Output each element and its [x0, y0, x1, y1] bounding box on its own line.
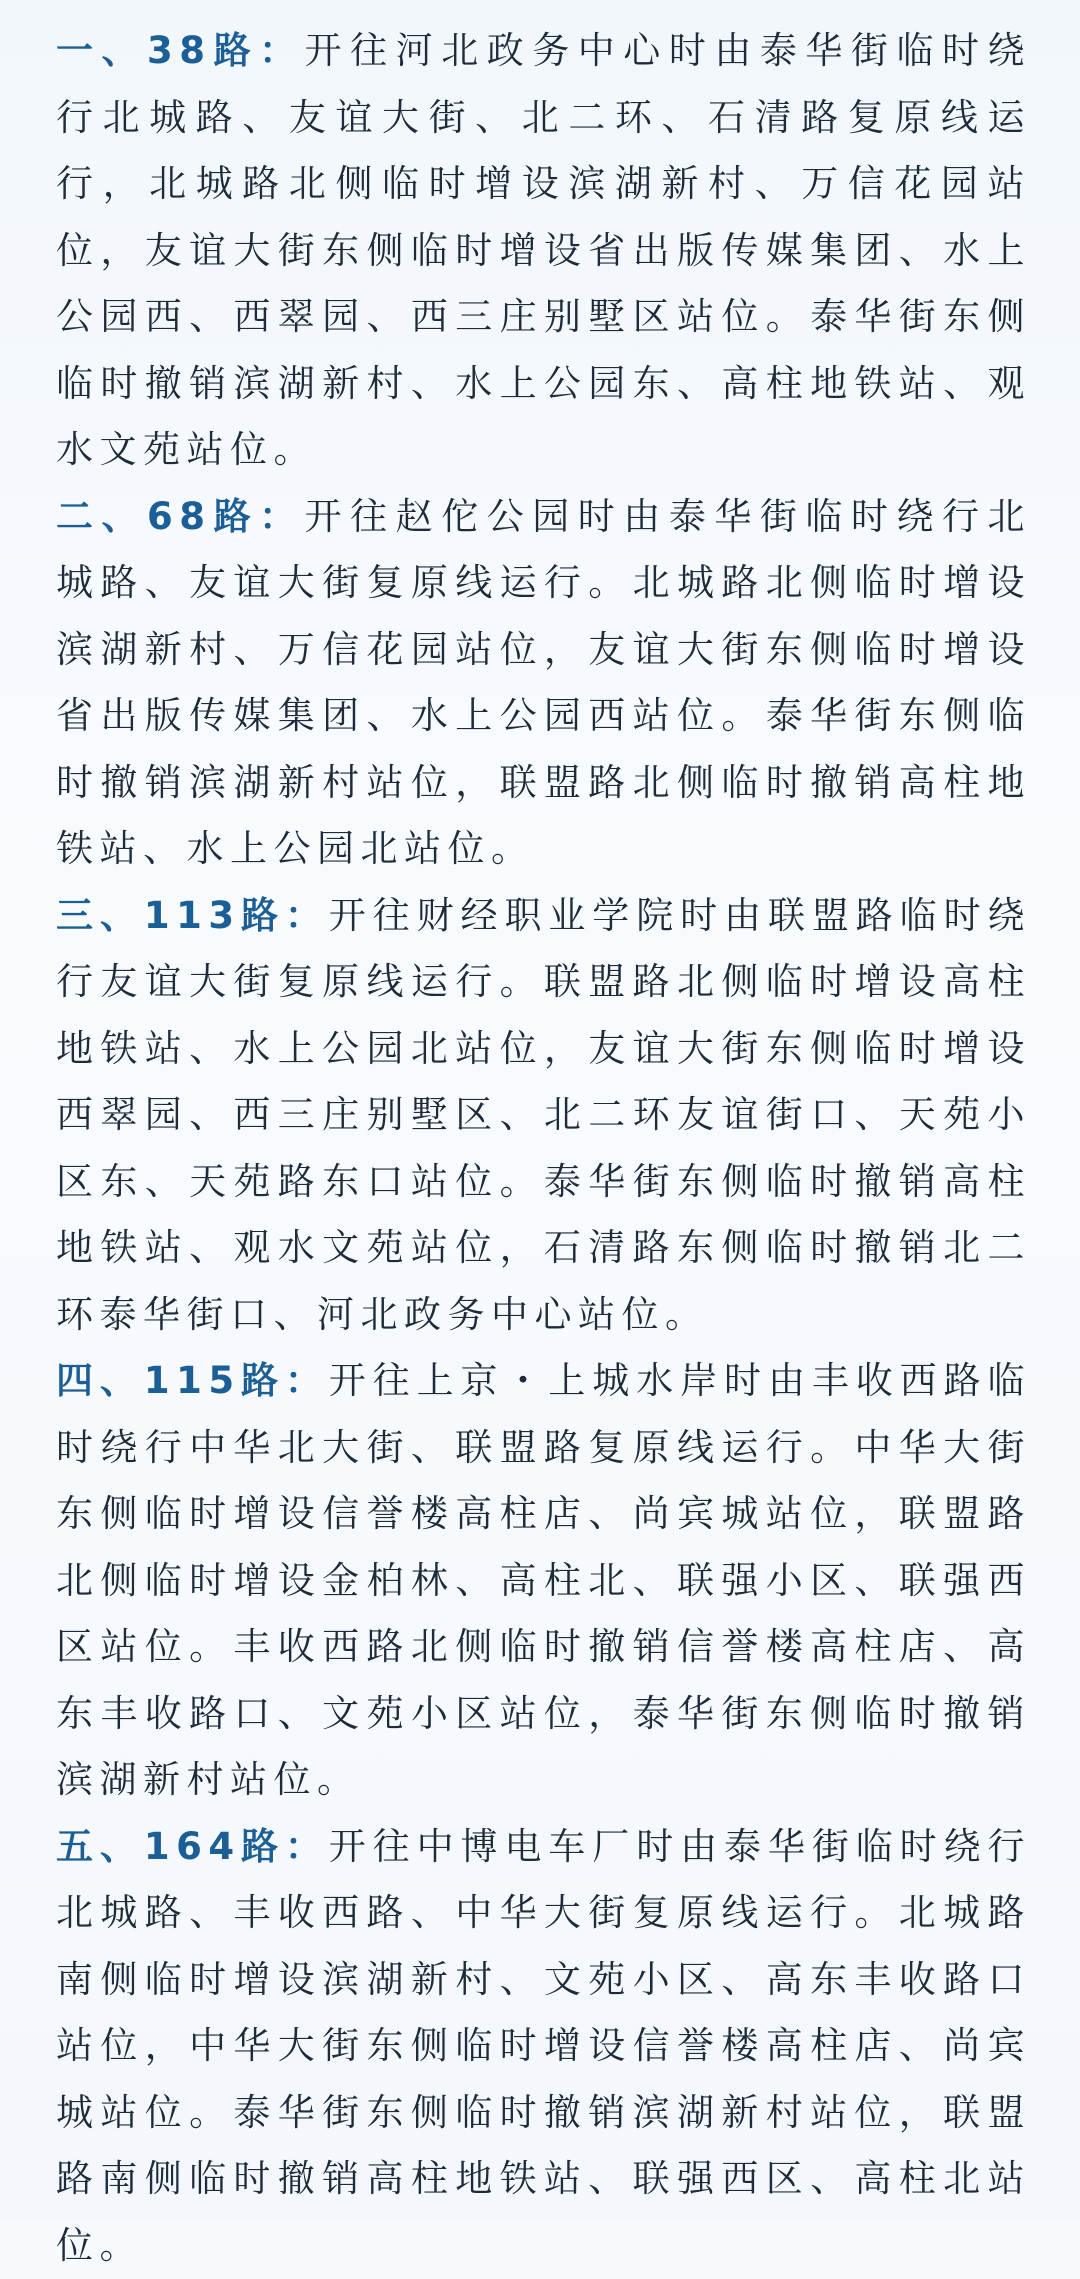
route-heading: 一、38路：: [56, 29, 305, 72]
route-description: 开往上京・上城水岸时由丰收西路临时绕行中华北大街、联盟路复原线运行。中华大街东侧临时增设信誉楼高柱店、尚宾城站位，联盟路北侧临时增设金柏林、高柱北、联强小区、联强西区站位。丰收西路北侧临时撤销信誉楼高柱店、高东丰收路口、文苑小区站位，泰华街东侧临时撤销滨湖新村站位。: [56, 1359, 1031, 1801]
route-description: 开往赵佗公园时由泰华街临时绕行北城路、友谊大街复原线运行。北城路北侧临时增设滨湖新村、万信花园站位，友谊大街东侧临时增设省出版传媒集团、水上公园西站位。泰华街东侧临时撤销滨湖新村站位，联盟路北侧临时撤销高柱地铁站、水上公园北站位。: [56, 495, 1031, 871]
route-description: 开往中博电车厂时由泰华街临时绕行北城路、丰收西路、中华大街复原线运行。北城路南侧临时增设滨湖新村、文苑小区、高东丰收路口站位，中华大街东侧临时增设信誉楼高柱店、尚宾城站位。泰华街东侧临时撤销滨湖新村站位，联盟路南侧临时撤销高柱地铁站、联强西区、高柱北站位。: [56, 1825, 1031, 2267]
route-section-38: [56, 18, 1031, 484]
route-heading: 二、68路：: [56, 495, 305, 538]
route-description: 开往财经职业学院时由联盟路临时绕行友谊大街复原线运行。联盟路北侧临时增设高柱地铁站、水上公园北站位，友谊大街东侧临时增设西翠园、西三庄别墅区、北二环友谊街口、天苑小区东、天苑路东口站位。泰华街东侧临时撤销高柱地铁站、观水文苑站位，石清路东侧临时撤销北二环泰华街口、河北政务中心站位。: [56, 894, 1031, 1336]
route-heading: 四、115路：: [56, 1359, 329, 1402]
route-section-113: [56, 883, 1031, 1349]
route-section-115: [56, 1348, 1031, 1814]
route-heading: 三、113路：: [56, 894, 329, 937]
route-section-164: [56, 1814, 1031, 2279]
route-adjustment-list: [56, 18, 1031, 2279]
route-description: 开往河北政务中心时由泰华街临时绕行北城路、友谊大街、北二环、石清路复原线运行，北城路北侧临时增设滨湖新村、万信花园站位，友谊大街东侧临时增设省出版传媒集团、水上公园西、西翠园、西三庄别墅区站位。泰华街东侧临时撤销滨湖新村、水上公园东、高柱地铁站、观水文苑站位。: [56, 29, 1031, 471]
route-section-68: [56, 484, 1031, 883]
route-heading: 五、164路：: [56, 1825, 329, 1868]
